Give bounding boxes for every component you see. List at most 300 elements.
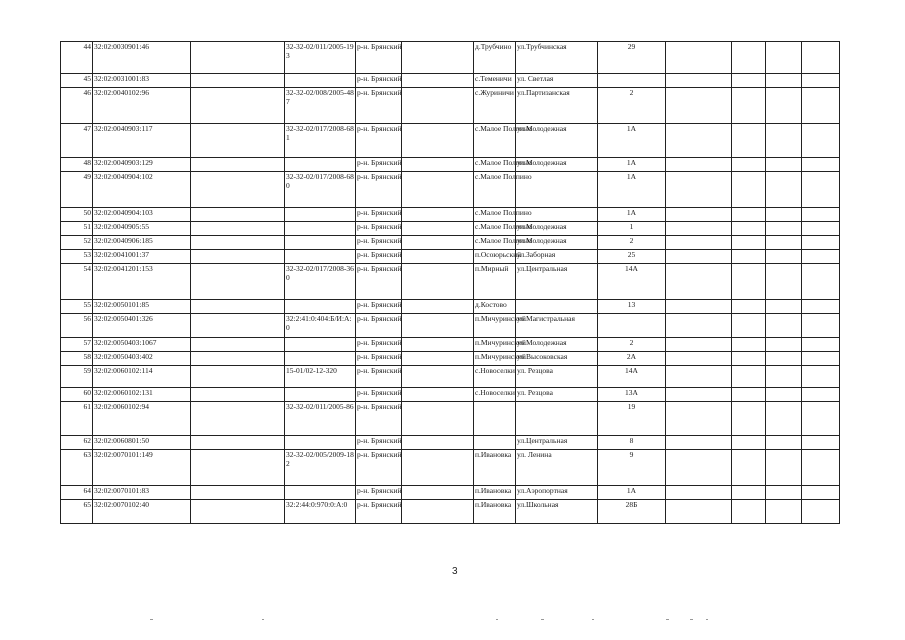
row-number: 44 xyxy=(61,42,93,74)
empty-cell xyxy=(766,158,802,172)
empty-cell xyxy=(402,366,474,388)
registration-number xyxy=(285,236,356,250)
empty-cell xyxy=(766,314,802,338)
empty-cell xyxy=(666,314,732,338)
registration-number xyxy=(285,486,356,500)
street: ул.Молодежная xyxy=(516,222,598,236)
empty-cell xyxy=(402,314,474,338)
settlement: с.Малое Полпино xyxy=(474,158,516,172)
table-body xyxy=(61,42,840,524)
cadastral-number: 32:02:0070101:149 xyxy=(93,450,191,486)
empty-cell xyxy=(402,208,474,222)
empty-cell xyxy=(732,500,766,524)
empty-cell xyxy=(191,250,285,264)
empty-cell xyxy=(766,172,802,208)
settlement: с.Малое Полпино xyxy=(474,124,516,158)
empty-cell xyxy=(766,486,802,500)
row-number: 50 xyxy=(61,208,93,222)
house-number xyxy=(598,314,666,338)
empty-cell xyxy=(402,74,474,88)
settlement: д.Трубчино xyxy=(474,42,516,74)
cadastral-number: 32:02:0040904:103 xyxy=(93,208,191,222)
settlement: п.Ивановка xyxy=(474,500,516,524)
table-row xyxy=(61,388,840,402)
registration-number xyxy=(285,436,356,450)
empty-cell xyxy=(402,300,474,314)
empty-cell xyxy=(666,450,732,486)
empty-cell xyxy=(191,74,285,88)
settlement: с.Теменичи xyxy=(474,74,516,88)
row-number: 55 xyxy=(61,300,93,314)
rayon: р-н. Брянский xyxy=(356,338,402,352)
rayon: р-н. Брянский xyxy=(356,42,402,74)
settlement: с.Малое Полпино xyxy=(474,208,516,222)
rayon: р-н. Брянский xyxy=(356,300,402,314)
empty-cell xyxy=(191,264,285,300)
rayon: р-н. Брянский xyxy=(356,352,402,366)
house-number: 1А xyxy=(598,124,666,158)
settlement: с.Малое Полпино xyxy=(474,236,516,250)
rayon: р-н. Брянский xyxy=(356,450,402,486)
street xyxy=(516,300,598,314)
empty-cell xyxy=(402,88,474,124)
house-number: 29 xyxy=(598,42,666,74)
registration-number: 15-01/02-12-320 xyxy=(285,366,356,388)
registration-number xyxy=(285,222,356,236)
empty-cell xyxy=(802,74,840,88)
table-row xyxy=(61,222,840,236)
row-number: 60 xyxy=(61,388,93,402)
street: ул.Заборная xyxy=(516,250,598,264)
cadastral-number: 32:02:0050403:1067 xyxy=(93,338,191,352)
table-row xyxy=(61,500,840,524)
registration-number xyxy=(285,250,356,264)
empty-cell xyxy=(666,366,732,388)
empty-cell xyxy=(402,264,474,300)
rayon: р-н. Брянский xyxy=(356,264,402,300)
registration-number xyxy=(285,338,356,352)
street: ул.Центральная xyxy=(516,264,598,300)
scan-noise xyxy=(0,618,905,622)
empty-cell xyxy=(402,236,474,250)
empty-cell xyxy=(732,222,766,236)
registration-number xyxy=(285,300,356,314)
empty-cell xyxy=(191,300,285,314)
empty-cell xyxy=(732,352,766,366)
empty-cell xyxy=(802,450,840,486)
street: ул. Резцова xyxy=(516,388,598,402)
house-number xyxy=(598,74,666,88)
table-row xyxy=(61,338,840,352)
cadastral-number: 32:02:0030901:46 xyxy=(93,42,191,74)
settlement: с.Новоселки xyxy=(474,366,516,388)
settlement: с.Малое Полпино xyxy=(474,172,516,208)
empty-cell xyxy=(766,88,802,124)
empty-cell xyxy=(766,222,802,236)
empty-cell xyxy=(666,124,732,158)
cadastral-number: 32:02:0040102:96 xyxy=(93,88,191,124)
empty-cell xyxy=(191,236,285,250)
empty-cell xyxy=(802,124,840,158)
house-number: 1А xyxy=(598,208,666,222)
table-row xyxy=(61,74,840,88)
rayon: р-н. Брянский xyxy=(356,366,402,388)
empty-cell xyxy=(802,264,840,300)
cadastral-number: 32:02:0060801:50 xyxy=(93,436,191,450)
street: ул.Трубчинская xyxy=(516,42,598,74)
rayon: р-н. Брянский xyxy=(356,402,402,436)
empty-cell xyxy=(732,88,766,124)
table-row xyxy=(61,208,840,222)
cadastral-number: 32:02:0060102:131 xyxy=(93,388,191,402)
empty-cell xyxy=(191,436,285,450)
empty-cell xyxy=(732,236,766,250)
empty-cell xyxy=(191,450,285,486)
empty-cell xyxy=(766,300,802,314)
empty-cell xyxy=(666,222,732,236)
street: ул.Школьная xyxy=(516,500,598,524)
empty-cell xyxy=(666,338,732,352)
house-number: 19 xyxy=(598,402,666,436)
settlement: п.Ивановка xyxy=(474,486,516,500)
empty-cell xyxy=(766,352,802,366)
empty-cell xyxy=(732,264,766,300)
cadastral-number: 32:02:0050401:326 xyxy=(93,314,191,338)
row-number: 63 xyxy=(61,450,93,486)
empty-cell xyxy=(402,250,474,264)
row-number: 47 xyxy=(61,124,93,158)
empty-cell xyxy=(666,42,732,74)
empty-cell xyxy=(666,88,732,124)
empty-cell xyxy=(402,222,474,236)
empty-cell xyxy=(766,500,802,524)
empty-cell xyxy=(732,124,766,158)
empty-cell xyxy=(766,74,802,88)
empty-cell xyxy=(802,250,840,264)
empty-cell xyxy=(802,208,840,222)
house-number: 2 xyxy=(598,236,666,250)
empty-cell xyxy=(666,236,732,250)
empty-cell xyxy=(666,250,732,264)
empty-cell xyxy=(802,486,840,500)
cadastral-number: 32:02:0041201:153 xyxy=(93,264,191,300)
registration-number: 32:2:44:0:970:0:А:0 xyxy=(285,500,356,524)
empty-cell xyxy=(191,388,285,402)
empty-cell xyxy=(802,402,840,436)
empty-cell xyxy=(402,338,474,352)
street: ул. Светлая xyxy=(516,74,598,88)
table-row xyxy=(61,314,840,338)
rayon: р-н. Брянский xyxy=(356,250,402,264)
empty-cell xyxy=(766,450,802,486)
empty-cell xyxy=(802,314,840,338)
empty-cell xyxy=(732,388,766,402)
street xyxy=(516,402,598,436)
cadastral-number: 32:02:0070101:83 xyxy=(93,486,191,500)
empty-cell xyxy=(666,158,732,172)
street: ул.Молодежная xyxy=(516,158,598,172)
table-row xyxy=(61,88,840,124)
empty-cell xyxy=(666,436,732,450)
registration-number: 32-32-02/011/2005-86 xyxy=(285,402,356,436)
empty-cell xyxy=(766,42,802,74)
property-register-table xyxy=(60,41,840,524)
row-number: 57 xyxy=(61,338,93,352)
empty-cell xyxy=(732,314,766,338)
street: ул.Партизанская xyxy=(516,88,598,124)
row-number: 64 xyxy=(61,486,93,500)
empty-cell xyxy=(732,300,766,314)
empty-cell xyxy=(191,172,285,208)
registration-number xyxy=(285,352,356,366)
row-number: 58 xyxy=(61,352,93,366)
street: ул.Аэропортная xyxy=(516,486,598,500)
settlement: п.Мирный xyxy=(474,264,516,300)
table-row xyxy=(61,352,840,366)
registration-number: 32-32-02/008/2005-487 xyxy=(285,88,356,124)
settlement: д.Костово xyxy=(474,300,516,314)
empty-cell xyxy=(802,222,840,236)
street: ул.Молодежная xyxy=(516,338,598,352)
row-number: 61 xyxy=(61,402,93,436)
empty-cell xyxy=(802,42,840,74)
row-number: 56 xyxy=(61,314,93,338)
street: ул. Резцова xyxy=(516,366,598,388)
cadastral-number: 32:02:0040903:117 xyxy=(93,124,191,158)
empty-cell xyxy=(402,352,474,366)
table-row xyxy=(61,236,840,250)
empty-cell xyxy=(191,352,285,366)
table-row xyxy=(61,124,840,158)
house-number: 2 xyxy=(598,338,666,352)
empty-cell xyxy=(402,486,474,500)
settlement: п.Мичуринский xyxy=(474,352,516,366)
rayon: р-н. Брянский xyxy=(356,500,402,524)
settlement: с.Журиничи xyxy=(474,88,516,124)
rayon: р-н. Брянский xyxy=(356,314,402,338)
settlement: п.Мичуринский xyxy=(474,338,516,352)
row-number: 62 xyxy=(61,436,93,450)
empty-cell xyxy=(666,300,732,314)
empty-cell xyxy=(766,236,802,250)
empty-cell xyxy=(191,500,285,524)
house-number: 14А xyxy=(598,264,666,300)
rayon: р-н. Брянский xyxy=(356,222,402,236)
empty-cell xyxy=(402,450,474,486)
cadastral-number: 32:02:0070102:40 xyxy=(93,500,191,524)
empty-cell xyxy=(766,388,802,402)
house-number: 1А xyxy=(598,486,666,500)
house-number: 9 xyxy=(598,450,666,486)
empty-cell xyxy=(666,402,732,436)
empty-cell xyxy=(732,208,766,222)
table-row xyxy=(61,158,840,172)
empty-cell xyxy=(402,42,474,74)
empty-cell xyxy=(732,158,766,172)
registration-number: 32:2:41:0:404:Б/И:А:0 xyxy=(285,314,356,338)
cadastral-number: 32:02:0041001:37 xyxy=(93,250,191,264)
house-number: 1А xyxy=(598,158,666,172)
empty-cell xyxy=(402,388,474,402)
empty-cell xyxy=(191,314,285,338)
settlement: с.Малое Полпино xyxy=(474,222,516,236)
registration-number xyxy=(285,388,356,402)
empty-cell xyxy=(402,500,474,524)
empty-cell xyxy=(191,402,285,436)
table-row xyxy=(61,366,840,388)
registration-number xyxy=(285,158,356,172)
empty-cell xyxy=(802,158,840,172)
street: ул.Центральная xyxy=(516,436,598,450)
table-row xyxy=(61,486,840,500)
empty-cell xyxy=(766,250,802,264)
registration-number: 32-32-02/005/2009-182 xyxy=(285,450,356,486)
row-number: 53 xyxy=(61,250,93,264)
row-number: 51 xyxy=(61,222,93,236)
house-number: 25 xyxy=(598,250,666,264)
registration-number: 32-32-02/017/2008-360 xyxy=(285,264,356,300)
empty-cell xyxy=(666,352,732,366)
empty-cell xyxy=(766,264,802,300)
street: ул.Молодежная xyxy=(516,124,598,158)
row-number: 45 xyxy=(61,74,93,88)
rayon: р-н. Брянский xyxy=(356,388,402,402)
page-number: 3 xyxy=(452,566,458,577)
row-number: 48 xyxy=(61,158,93,172)
empty-cell xyxy=(732,172,766,208)
empty-cell xyxy=(666,264,732,300)
rayon: р-н. Брянский xyxy=(356,436,402,450)
empty-cell xyxy=(766,402,802,436)
empty-cell xyxy=(732,486,766,500)
cadastral-number: 32:02:0040906:185 xyxy=(93,236,191,250)
empty-cell xyxy=(191,42,285,74)
empty-cell xyxy=(766,208,802,222)
settlement xyxy=(474,436,516,450)
empty-cell xyxy=(732,74,766,88)
house-number: 28Б xyxy=(598,500,666,524)
empty-cell xyxy=(732,42,766,74)
rayon: р-н. Брянский xyxy=(356,124,402,158)
empty-cell xyxy=(402,158,474,172)
row-number: 65 xyxy=(61,500,93,524)
empty-cell xyxy=(402,124,474,158)
empty-cell xyxy=(732,338,766,352)
rayon: р-н. Брянский xyxy=(356,88,402,124)
empty-cell xyxy=(766,124,802,158)
empty-cell xyxy=(402,436,474,450)
empty-cell xyxy=(191,124,285,158)
house-number: 2А xyxy=(598,352,666,366)
empty-cell xyxy=(732,450,766,486)
empty-cell xyxy=(402,402,474,436)
rayon: р-н. Брянский xyxy=(356,236,402,250)
cadastral-number: 32:02:0050101:85 xyxy=(93,300,191,314)
row-number: 49 xyxy=(61,172,93,208)
settlement: п.Ивановка xyxy=(474,450,516,486)
empty-cell xyxy=(802,300,840,314)
settlement: п.Мичуринский xyxy=(474,314,516,338)
empty-cell xyxy=(766,436,802,450)
empty-cell xyxy=(802,500,840,524)
cadastral-number: 32:02:0040903:129 xyxy=(93,158,191,172)
registration-number: 32-32-02/017/2008-681 xyxy=(285,124,356,158)
registration-number xyxy=(285,74,356,88)
empty-cell xyxy=(766,366,802,388)
empty-cell xyxy=(732,402,766,436)
house-number: 1А xyxy=(598,172,666,208)
registration-number: 32-32-02/011/2005-193 xyxy=(285,42,356,74)
cadastral-number: 32:02:0060102:94 xyxy=(93,402,191,436)
empty-cell xyxy=(191,88,285,124)
house-number: 13А xyxy=(598,388,666,402)
empty-cell xyxy=(802,388,840,402)
empty-cell xyxy=(732,436,766,450)
empty-cell xyxy=(191,366,285,388)
empty-cell xyxy=(191,222,285,236)
empty-cell xyxy=(732,250,766,264)
empty-cell xyxy=(191,158,285,172)
rayon: р-н. Брянский xyxy=(356,486,402,500)
empty-cell xyxy=(732,366,766,388)
empty-cell xyxy=(666,486,732,500)
row-number: 46 xyxy=(61,88,93,124)
table-row xyxy=(61,264,840,300)
house-number: 8 xyxy=(598,436,666,450)
table-row xyxy=(61,300,840,314)
empty-cell xyxy=(802,88,840,124)
house-number: 2 xyxy=(598,88,666,124)
street: ул. Ленина xyxy=(516,450,598,486)
empty-cell xyxy=(802,436,840,450)
table-row xyxy=(61,42,840,74)
cadastral-number: 32:02:0040905:55 xyxy=(93,222,191,236)
table-row xyxy=(61,250,840,264)
empty-cell xyxy=(402,172,474,208)
house-number: 13 xyxy=(598,300,666,314)
settlement xyxy=(474,402,516,436)
row-number: 54 xyxy=(61,264,93,300)
rayon: р-н. Брянский xyxy=(356,208,402,222)
row-number: 59 xyxy=(61,366,93,388)
empty-cell xyxy=(802,338,840,352)
table-row xyxy=(61,450,840,486)
empty-cell xyxy=(191,486,285,500)
street: ул.Высоковская xyxy=(516,352,598,366)
empty-cell xyxy=(802,366,840,388)
empty-cell xyxy=(666,500,732,524)
empty-cell xyxy=(802,236,840,250)
table-row xyxy=(61,436,840,450)
empty-cell xyxy=(666,74,732,88)
rayon: р-н. Брянский xyxy=(356,158,402,172)
cadastral-number: 32:02:0040904:102 xyxy=(93,172,191,208)
empty-cell xyxy=(666,172,732,208)
empty-cell xyxy=(666,388,732,402)
empty-cell xyxy=(766,338,802,352)
table-row xyxy=(61,172,840,208)
street: ул.Молодежная xyxy=(516,236,598,250)
cadastral-number: 32:02:0050403:402 xyxy=(93,352,191,366)
empty-cell xyxy=(191,208,285,222)
cadastral-number: 32:02:0031001:83 xyxy=(93,74,191,88)
table-row xyxy=(61,402,840,436)
rayon: р-н. Брянский xyxy=(356,74,402,88)
street: ул.Магистральная xyxy=(516,314,598,338)
settlement: п.Осоюрьский xyxy=(474,250,516,264)
row-number: 52 xyxy=(61,236,93,250)
house-number: 1 xyxy=(598,222,666,236)
